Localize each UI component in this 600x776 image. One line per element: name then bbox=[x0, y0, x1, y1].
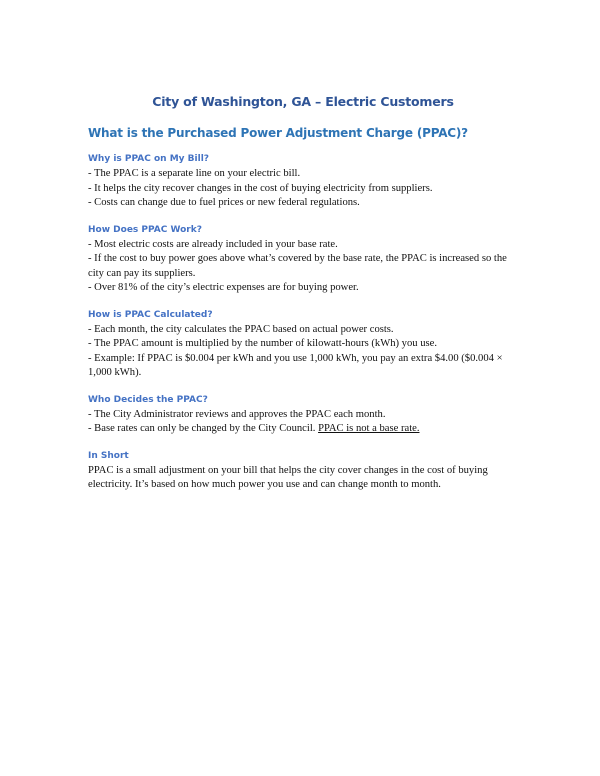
section-heading: Who Decides the PPAC? bbox=[88, 394, 208, 405]
section-who-decides bbox=[88, 394, 518, 437]
ppac-not-base-rate-note: PPAC is not a base rate. bbox=[318, 423, 420, 434]
section-line: - If the cost to buy power goes above what’s covered by the base rate, the PPAC is increased so the city can pay its suppliers. bbox=[88, 253, 507, 279]
section-how-ppac-works bbox=[88, 224, 518, 296]
section-why-ppac bbox=[88, 153, 518, 211]
section-heading: Why is PPAC on My Bill? bbox=[88, 154, 209, 164]
document-title: City of Washington, GA – Electric Customers bbox=[152, 94, 454, 109]
section-line: - The City Administrator reviews and approves the PPAC each month. bbox=[88, 408, 386, 420]
section-line: - It helps the city recover changes in the cost of buying electricity from suppliers. bbox=[88, 182, 433, 194]
section-line: - Example: If PPAC is $0.004 per kWh and you use 1,000 kWh, you pay an extra $4.00 ($0.004 × 1,000 kWh). bbox=[88, 352, 503, 378]
section-heading: How Does PPAC Work? bbox=[88, 224, 202, 235]
section-line: - Over 81% of the city’s electric expenses are for buying power. bbox=[88, 282, 359, 293]
section-line: - Each month, the city calculates the PPAC based on actual power costs. bbox=[88, 323, 394, 335]
section-how-ppac-calculated bbox=[88, 309, 518, 381]
section-in-short bbox=[88, 450, 518, 493]
summary-paragraph: PPAC is a small adjustment on your bill that helps the city cover changes in the cost of buying electricity. It’s based on how much power you use and can change month to month. bbox=[88, 464, 488, 490]
section-line: - The PPAC is a separate line on your electric bill. bbox=[88, 168, 301, 179]
section-heading: In Short bbox=[88, 450, 129, 461]
section-line: - Most electric costs are already included in your base rate. bbox=[88, 238, 338, 250]
section-line: - The PPAC amount is multiplied by the number of kilowatt-hours (kWh) you use. bbox=[88, 338, 437, 349]
section-line-base-rate bbox=[88, 422, 518, 437]
section-line: - Costs can change due to fuel prices or new federal regulations. bbox=[88, 197, 360, 208]
document-subtitle: What is the Purchased Power Adjustment Charge (PPAC)? bbox=[88, 126, 468, 140]
document-body bbox=[88, 94, 518, 493]
section-heading: How is PPAC Calculated? bbox=[88, 309, 213, 320]
base-rate-statement: - Base rates can only be changed by the City Council. bbox=[88, 423, 319, 434]
